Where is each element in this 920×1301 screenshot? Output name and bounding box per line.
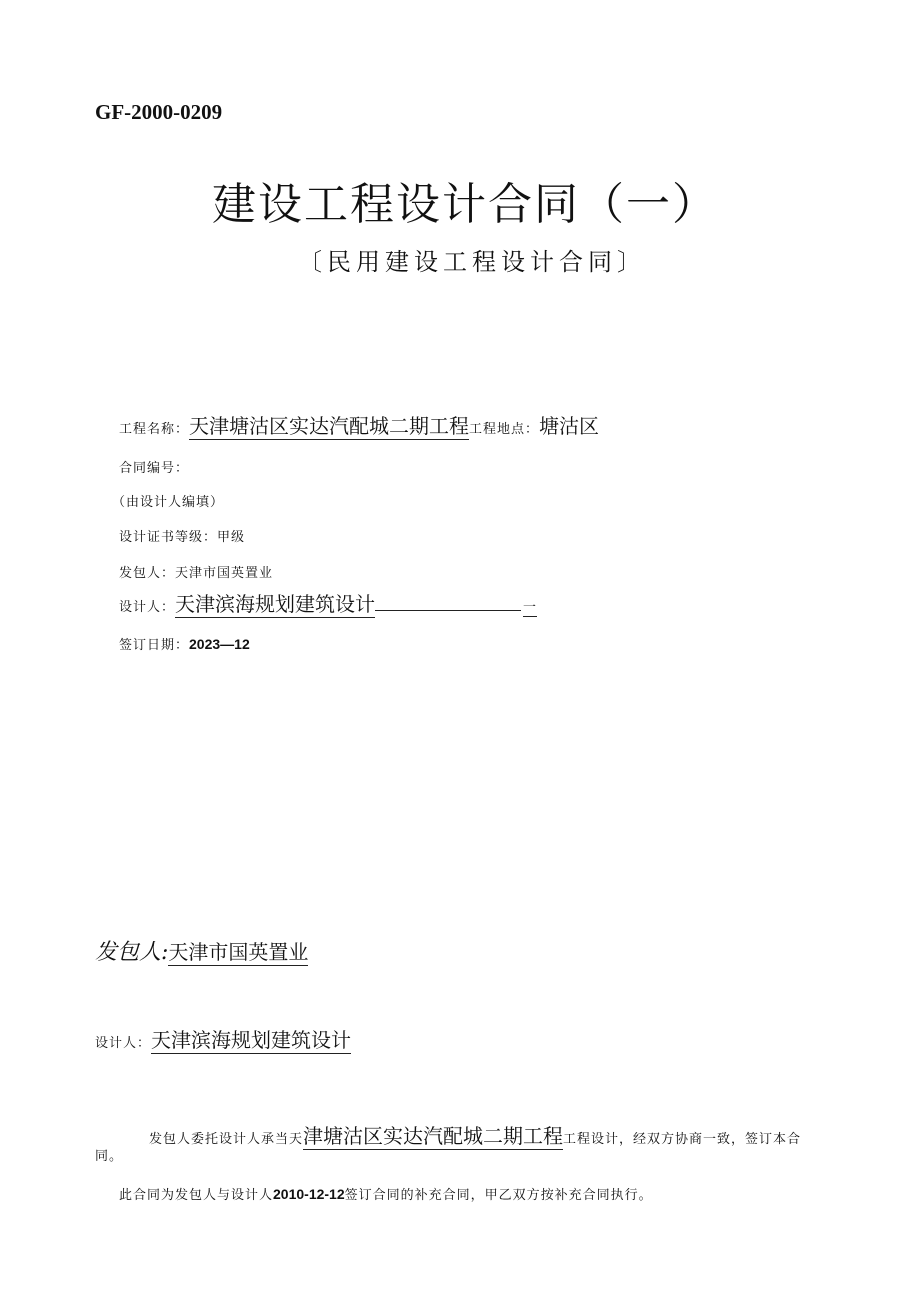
designer-label: 设计人：	[119, 600, 176, 615]
project-name-label: 工程名称：	[119, 422, 190, 437]
document-subtitle: 〔民用建设工程设计合同〕	[298, 248, 646, 276]
party-client-label: 发包人:	[95, 940, 169, 965]
paragraph-2	[119, 1184, 653, 1203]
contract-no-note: （由设计人编填）	[112, 495, 225, 510]
sign-date-row	[119, 634, 250, 653]
cert-level-label: 设计证书等级：	[119, 530, 218, 545]
cert-level-row	[119, 526, 245, 545]
paragraph-1-line-1	[149, 1120, 801, 1149]
p1-text-a: 发包人委托设计人承当天	[149, 1132, 304, 1147]
designer-row	[119, 588, 537, 617]
p2-text-b: 签订合同的补充合同，甲乙双方按补充合同执行。	[344, 1188, 653, 1203]
client-row	[119, 562, 273, 581]
client-value: 天津市国英置业	[175, 566, 274, 581]
party-designer-value: 天津滨海规划建筑设计	[151, 1028, 352, 1052]
location-label: 工程地点：	[469, 422, 540, 437]
sign-date-label: 签订日期：	[119, 638, 190, 653]
p2-date: 2010-12-12	[273, 1186, 345, 1202]
designer-underline	[375, 609, 521, 611]
p1-project: 津塘沽区实达汽配城二期工程	[303, 1124, 564, 1148]
sign-date-value: 2023—12	[189, 636, 250, 652]
designer-suffix: 一	[523, 596, 537, 617]
party-client-row	[95, 935, 308, 966]
project-name-value: 天津塘沽区实达汽配城二期工程	[189, 414, 470, 438]
party-client-value: 天津市国英置业	[168, 940, 309, 964]
project-name-row	[119, 410, 599, 439]
client-label: 发包人：	[119, 566, 176, 581]
contract-code: GF-2000-0209	[95, 100, 223, 124]
designer-value: 天津滨海规划建筑设计	[175, 592, 376, 616]
party-designer-row	[95, 1024, 351, 1053]
party-designer-label: 设计人：	[95, 1036, 152, 1051]
contract-no-label: 合同编号：	[119, 461, 190, 476]
cert-level-value: 甲级	[217, 530, 246, 545]
p2-text-a: 此合同为发包人与设计人	[119, 1188, 274, 1203]
p1-text-c: 同。	[95, 1149, 124, 1164]
p1-text-b: 工程设计，经双方协商一致，签订本合	[563, 1132, 802, 1147]
document-title: 建设工程设计合同（一）	[212, 179, 718, 230]
location-value: 塘沽区	[539, 414, 600, 438]
